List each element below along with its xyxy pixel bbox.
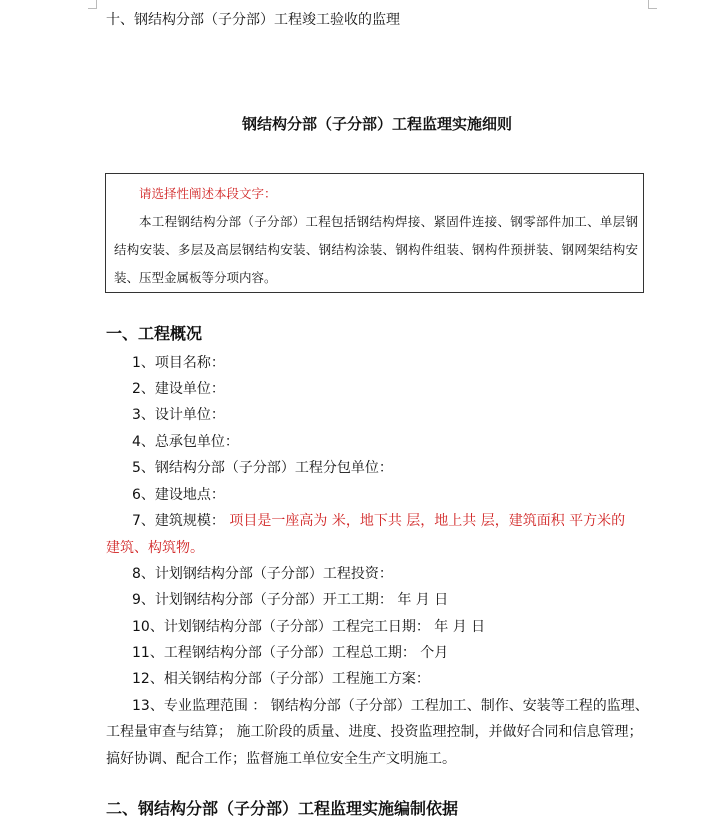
list-item: 1、项目名称： bbox=[132, 355, 225, 371]
supervision-scope-continued: 工程量审查与结算； 施工阶段的质量、进度、投资监理控制，并做好合同和信息管理； bbox=[106, 724, 643, 740]
notice-box bbox=[105, 173, 644, 293]
list-item-supervision-scope: 13、专业监理范围 ： 钢结构分部（子分部）工程加工、制作、安装等工程的监理、 bbox=[132, 698, 649, 714]
list-item: 5、钢结构分部（子分部）工程分包单位： bbox=[132, 460, 393, 476]
notice-body: 本工程钢结构分部（子分部）工程包括钢结构焊接、紧固件连接、钢零部件加工、单层钢结构安装、多层及高层钢结构安装、钢结构涂装、钢构件组装、钢构件预拼装、钢网架结构安装、压型金属板等分项内容。 bbox=[114, 214, 638, 285]
list-item: 4、总承包单位： bbox=[132, 434, 239, 450]
list-item: 10、计划钢结构分部（子分部）工程完工日期： 年 月 日 bbox=[132, 619, 486, 635]
list-item: 11、工程钢结构分部（子分部）工程总工期： 个月 bbox=[132, 645, 449, 661]
list-item: 6、建设地点： bbox=[132, 487, 225, 503]
building-scale-value-continued: 建筑、构筑物。 bbox=[106, 540, 204, 556]
supervision-scope-continued: 搞好协调、配合工作；监督施工单位安全生产文明施工。 bbox=[106, 751, 456, 767]
page-corner-mark-right bbox=[648, 0, 657, 9]
list-item-building-scale bbox=[132, 510, 625, 532]
building-scale-label: 7、建筑规模： bbox=[132, 513, 225, 529]
notice-title: 请选择性阐述本段文字： bbox=[139, 186, 277, 201]
list-item: 2、建设单位： bbox=[132, 381, 225, 397]
list-item: 3、设计单位： bbox=[132, 407, 225, 423]
document-title: 钢结构分部（子分部）工程监理实施细则 bbox=[241, 115, 512, 133]
list-item: 9、计划钢结构分部（子分部）开工工期： 年 月 日 bbox=[132, 592, 449, 608]
previous-section-heading: 十、钢结构分部（子分部）工程竣工验收的监理 bbox=[106, 12, 400, 28]
list-item: 12、相关钢结构分部（子分部）工程施工方案： bbox=[132, 671, 430, 687]
section-heading-overview: 一、工程概况 bbox=[106, 324, 203, 343]
page-corner-mark-left bbox=[88, 0, 97, 9]
section-heading-basis: 二、钢结构分部（子分部）工程监理实施编制依据 bbox=[106, 799, 459, 818]
building-scale-value: 项目是一座高为 米，地下共 层，地上共 层，建筑面积 平方米的 bbox=[229, 513, 626, 529]
list-item: 8、计划钢结构分部（子分部）工程投资： bbox=[132, 566, 393, 582]
